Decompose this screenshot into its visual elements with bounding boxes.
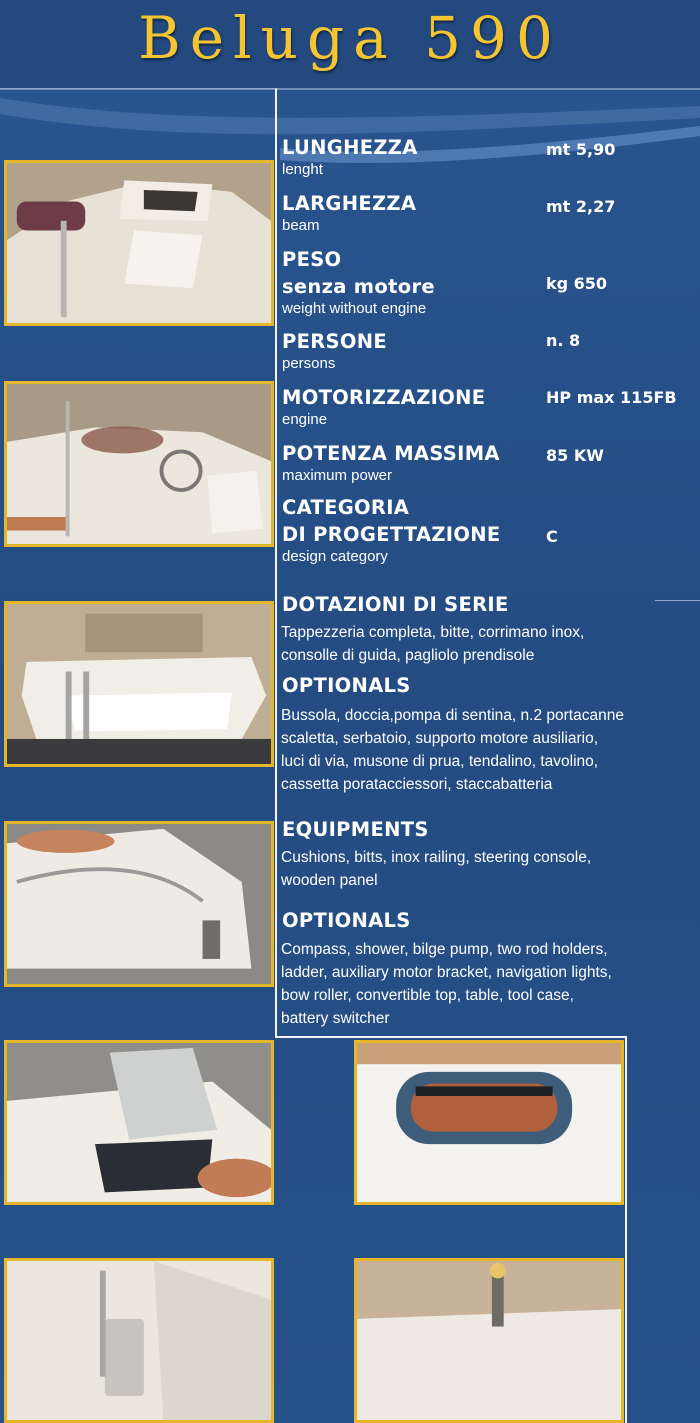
spec-sublabel: engine — [282, 411, 328, 428]
section-text-dotazioni — [281, 621, 584, 667]
spec-motorizzazione — [282, 384, 485, 428]
text-line: luci di via, musone di prua, tendalino, tavolino, — [281, 753, 599, 770]
spec-value-lunghezza: mt 5,90 — [546, 140, 616, 159]
section-title-equipments: EQUIPMENTS — [282, 818, 429, 841]
spec-categoria — [282, 494, 500, 565]
text-line: Bussola, doccia,pompa di sentina, n.2 portacanne — [281, 707, 624, 724]
spec-sublabel: weight without engine — [282, 300, 427, 317]
divider-horizontal-bottom — [275, 1036, 625, 1038]
text-line: battery switcher — [281, 1010, 390, 1027]
spec-value-potenza-massima: 85 KW — [546, 446, 604, 465]
divider-top-left — [0, 88, 276, 89]
divider-vertical-right — [625, 1036, 627, 1423]
text-line: wooden panel — [281, 872, 378, 889]
text-line: Tappezzeria completa, bitte, corrimano inox, — [281, 624, 585, 641]
title-bar — [0, 0, 700, 90]
spec-potenza-massima — [282, 440, 500, 484]
spec-label: LARGHEZZA — [282, 192, 417, 215]
spec-value-categoria: C — [546, 527, 558, 546]
spec-label: PESO — [282, 248, 342, 271]
text-line: scaletta, serbatoio, supporto motore ausiliario, — [281, 730, 599, 747]
photo-footrest — [354, 1040, 624, 1205]
spec-sublabel: persons — [282, 355, 336, 372]
spec-sublabel: design category — [282, 548, 388, 565]
spec-value-larghezza: mt 2,27 — [546, 197, 616, 216]
spec-value-peso: kg 650 — [546, 274, 608, 293]
divider-vertical-main — [275, 88, 277, 1038]
spec-value-motorizzazione: HP max 115FB — [546, 388, 677, 407]
photo-cockpit-seating — [4, 160, 274, 326]
section-title-optionals-en: OPTIONALS — [282, 909, 411, 932]
photo-steering-console — [4, 381, 274, 547]
spec-label: LUNGHEZZA — [282, 136, 418, 159]
photo-bow-rail — [4, 821, 274, 987]
divider-right-short — [655, 600, 700, 601]
spec-value-persone: n. 8 — [546, 331, 581, 350]
section-text-optionals-en — [281, 938, 612, 1030]
photo-deck-light — [354, 1258, 624, 1423]
spec-persone — [282, 328, 387, 372]
section-title-dotazioni: DOTAZIONI DI SERIE — [282, 593, 509, 616]
page-title: Beluga 590 — [138, 4, 562, 72]
section-text-equipments — [281, 846, 591, 892]
photo-hatch — [4, 1040, 274, 1205]
text-line: Cushions, bitts, inox railing, steering console, — [281, 849, 592, 866]
spec-peso — [282, 246, 435, 317]
text-line: consolle di guida, pagliolo prendisole — [281, 647, 535, 664]
spec-sublabel: lenght — [282, 161, 323, 178]
photo-stern-ladder — [4, 601, 274, 767]
section-title-optionals-it: OPTIONALS — [282, 674, 411, 697]
spec-larghezza — [282, 190, 416, 234]
spec-label-line2: DI PROGETTAZIONE — [282, 523, 501, 546]
spec-label-line2: senza motore — [282, 275, 435, 298]
spec-label: CATEGORIA — [282, 496, 410, 519]
spec-sublabel: beam — [282, 217, 320, 234]
section-text-optionals-it — [281, 704, 624, 796]
photo-hull-side — [4, 1258, 274, 1423]
text-line: ladder, auxiliary motor bracket, navigation lights, — [281, 964, 612, 981]
text-line: bow roller, convertible top, table, tool case, — [281, 987, 574, 1004]
spec-label: POTENZA MASSIMA — [282, 442, 500, 465]
spec-label: MOTORIZZAZIONE — [282, 386, 486, 409]
text-line: Compass, shower, bilge pump, two rod holders, — [281, 941, 608, 958]
spec-sublabel: maximum power — [282, 467, 393, 484]
text-line: cassetta poratacciessori, staccabatteria — [281, 776, 553, 793]
spec-lunghezza — [282, 134, 418, 178]
spec-label: PERSONE — [282, 330, 387, 353]
